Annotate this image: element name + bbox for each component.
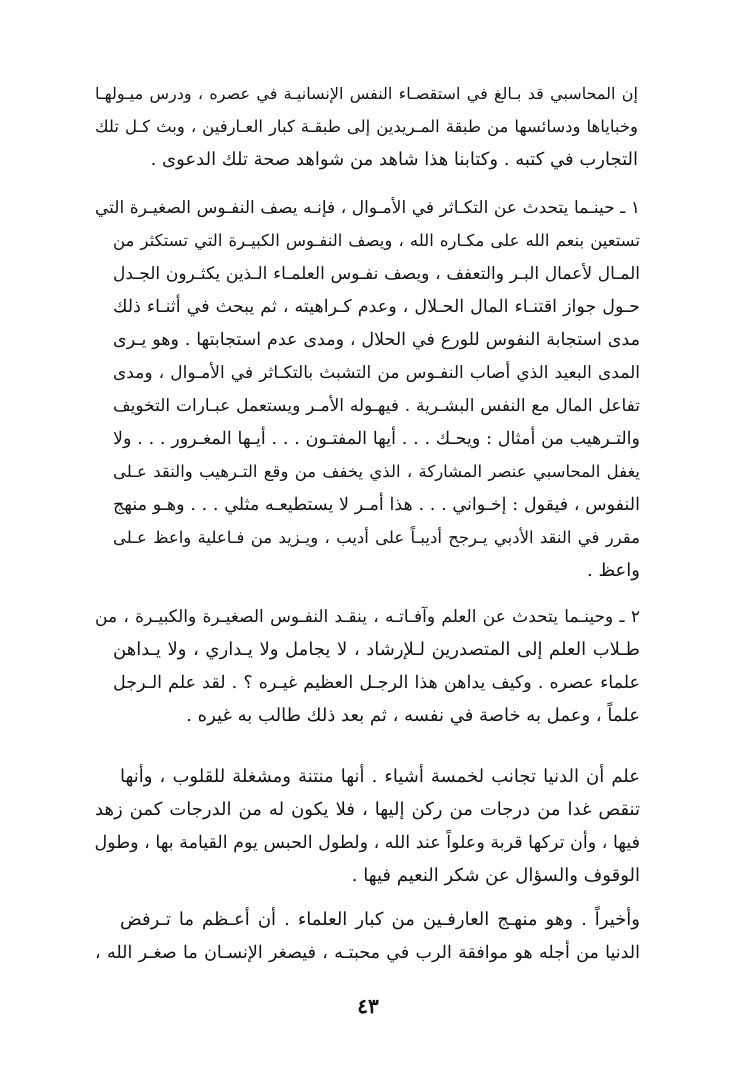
text-line: يغفل المحاسبي عنصر المشاركة ، الذي يخفف من وقع التـرهيب والنقد عـلى bbox=[113, 462, 640, 481]
text-line: علماء عصره . وكيف يداهن هذا الرجـل العظيم غيـره ؟ . لقد علم الـرجل bbox=[113, 673, 640, 693]
text-line: فيها ، وأن تركها قربة وعلواً عند الله ، ولطول الحبس يوم القيامة بها ، وطول bbox=[94, 833, 640, 853]
text-line: المـال لأعمال البـر والتعفف ، ويصف نفـوس العلمـاء الـذين يكثـرون الجـدل bbox=[113, 264, 640, 284]
text-line: الوقوف والسؤال عن شكر النعيم فيها . bbox=[351, 865, 640, 886]
text-line: علماً ، وعمل به خاصة في نفسه ، ثم بعد ذلك طالب به غيره . bbox=[186, 705, 640, 726]
text-line: تنقص غدا من درجات من ركن إليها ، فلا يكون له من الدرجات كمن زهد bbox=[95, 799, 640, 820]
text-line: مقرر في النقد الأدبي يـرجح أديبـاً على أديب ، ويـزيد من فـاعلية واعظ عـلى bbox=[113, 528, 640, 547]
text-line: التجارب في كتبه . وكتابنا هذا شاهد من شواهد صحة تلك الدعوى . bbox=[150, 149, 638, 170]
text-line: والتـرهيب من أمثال : ويحـك . . . أيها المفتـون . . . أيـها المغـرور . . . ولا bbox=[113, 429, 640, 449]
text-line: وخباياها ودسائسها من طبقة المـريدين إلى طبقـة كبار العـارفين ، وبث كـل تلك bbox=[95, 117, 638, 136]
text-line: علم أن الدنيا تجانب لخمسة أشياء . أنها منتنة ومشغلة للقلوب ، وأنها bbox=[120, 766, 640, 787]
text-line: الدنيا من أجله هو موافقة الرب في محبتـه ، فيصغر الإنسـان ما صغـر الله ، bbox=[95, 943, 640, 963]
text-line: إن المحاسبي قد بـالغ في استقصـاء النفس الإنسانيـة في عصره ، ودرس ميـولهـا bbox=[95, 84, 638, 103]
text-line: واعظ . bbox=[587, 560, 640, 581]
text-line: مدى استجابة النفوس للورع في الحلال ، ومدى عدم استجابتها . وهو يـرى bbox=[113, 330, 640, 350]
text-line: طـلاب العلم إلى المتصدرين لـلإرشاد ، لا يجامل ولا يـداري ، ولا يـداهن bbox=[113, 639, 640, 660]
text-line: حـول جواز اقتنـاء المال الحـلال ، وعدم كـراهيته ، ثم يبحث في أثنـاء ذلك bbox=[113, 297, 640, 317]
text-line: ٢ ـ وحينـما يتحدث عن العلم وآفـاتـه ، ينقـد النفـوس الصغيـرة والكبيـرة ، من bbox=[95, 607, 640, 627]
text-line: ١ ـ حينـما يتحدث عن التكـاثر في الأمـوال ، فإنـه يصف النفـوس الصغيـرة التي bbox=[95, 198, 640, 218]
text-line: المدى البعيد الذي أصاب النفـوس من التشبث بالتكـاثر في الأمـوال ، ومدى bbox=[113, 363, 640, 383]
text-line: تستعين بنعم الله على مكـاره الله ، ويصف النفـوس الكبيـرة التي تستكثر من bbox=[113, 231, 640, 250]
text-line: تفاعل المال مع النفس البشـرية . فيهـوله الأمـر ويستعمل عبـارات التخويف bbox=[113, 396, 640, 416]
text-line: النفوس ، فيقول : إخـواني . . . هذا أمـر لا يستطيعـه مثلي . . . وهـو منهج bbox=[113, 495, 640, 515]
page-number: ٤٣ bbox=[357, 994, 379, 1018]
text-line: وأخيراً . وهو منهـج العارفـين من كبار العلماء . أن أعـظم ما تـرفض bbox=[120, 909, 640, 930]
